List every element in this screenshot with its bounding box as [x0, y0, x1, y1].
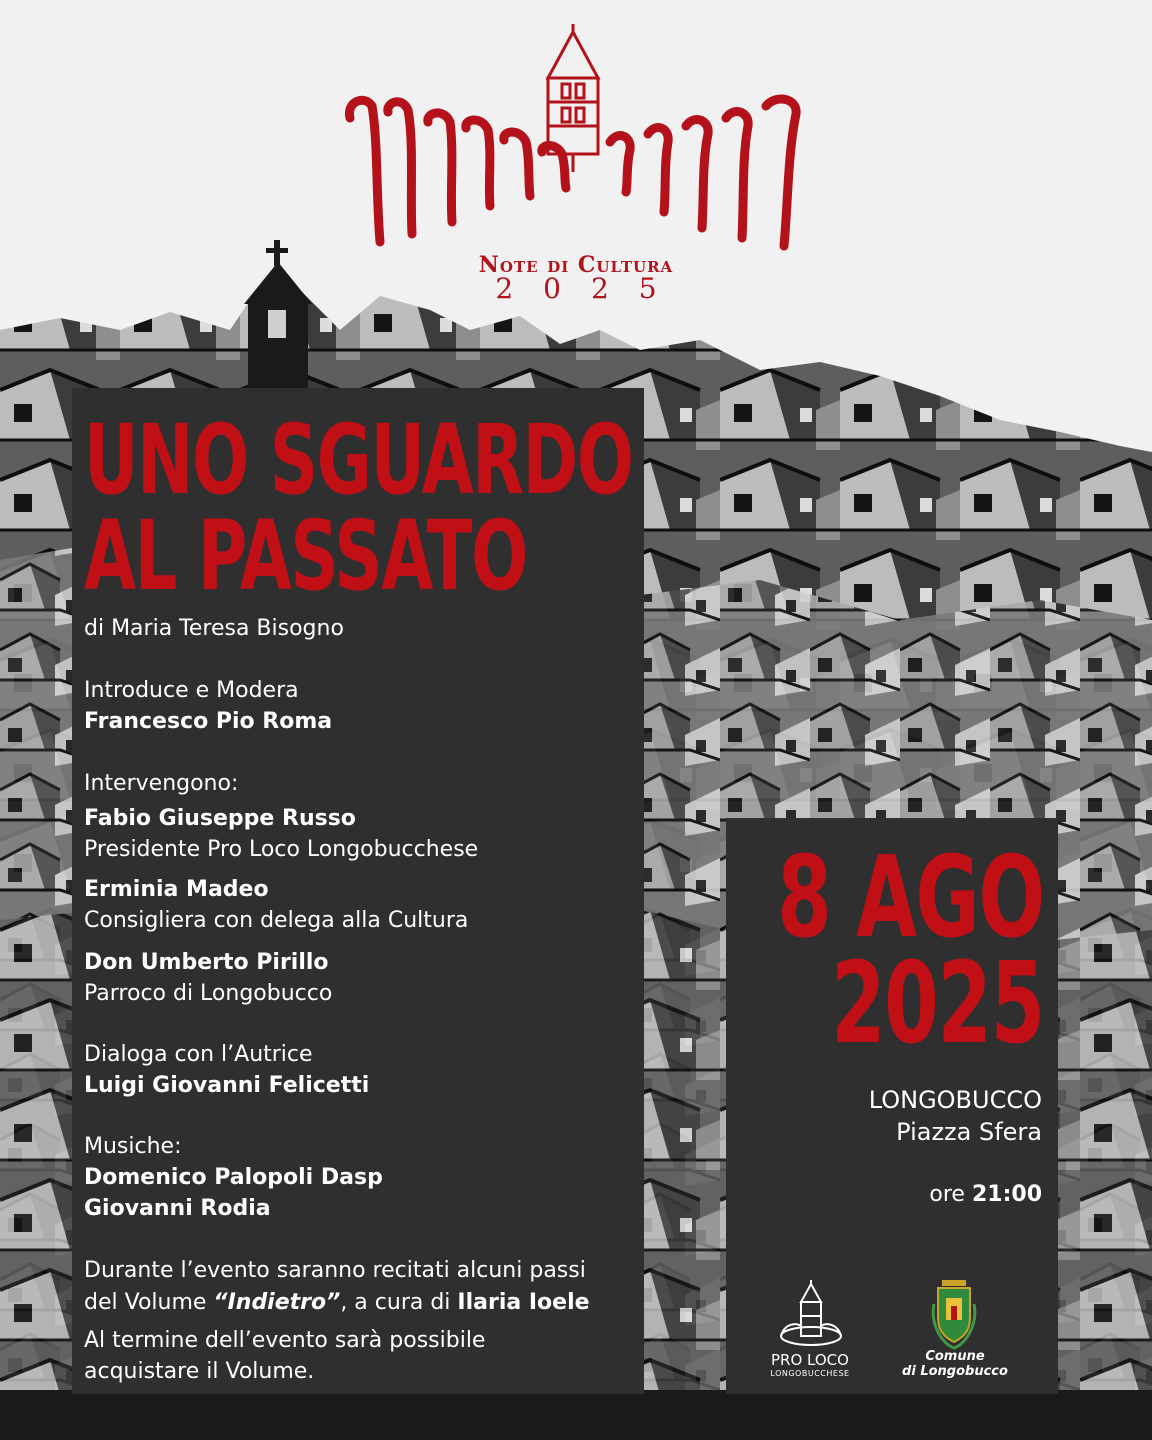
speaker-name: Don Umberto Pirillo — [84, 950, 329, 975]
comune-crest-icon — [928, 1274, 980, 1350]
reading-text: Durante l’evento saranno recitati alcuni passi — [84, 1258, 586, 1283]
pro-loco-subtitle: LONGOBUCCHESE — [770, 1369, 850, 1378]
event-venue: Piazza Sfera — [896, 1118, 1042, 1146]
musician-name: Giovanni Rodia — [84, 1196, 271, 1221]
event-time — [929, 1182, 1042, 1208]
dialogue-name: Luigi Giovanni Felicetti — [84, 1073, 370, 1098]
purchase-note-line-1: Al termine dell’evento sarà possibile — [84, 1328, 486, 1353]
time-value: 21:00 — [971, 1182, 1042, 1207]
event-date: 8 AGO — [777, 833, 1044, 963]
speakers-label: Intervengono: — [84, 771, 239, 796]
event-year: 2025 — [831, 939, 1044, 1069]
reading-curator: Ilaria Ioele — [457, 1290, 590, 1315]
event-town: LONGOBUCCO — [868, 1086, 1042, 1114]
comune-name: Comune — [925, 1349, 985, 1364]
music-label: Musiche: — [84, 1134, 182, 1159]
event-title-line-1: UNO SGUARDO — [84, 404, 633, 516]
author-line: di Maria Teresa Bisogno — [84, 616, 344, 641]
speaker-name: Erminia Madeo — [84, 877, 269, 902]
time-prefix: ore — [929, 1182, 965, 1207]
event-title-line-2: AL PASSATO — [84, 500, 527, 612]
series-year: 2025 — [495, 272, 687, 305]
purchase-note-line-2: acquistare il Volume. — [84, 1359, 315, 1384]
series-name: Note di Cultura — [478, 252, 674, 278]
reading-prefix: del Volume — [84, 1290, 214, 1315]
musician-name: Domenico Palopoli Dasp — [84, 1165, 383, 1190]
speaker-role: Presidente Pro Loco Longobucchese — [84, 837, 479, 862]
speaker-role: Consigliera con delega alla Cultura — [84, 908, 469, 933]
speaker-role: Parroco di Longobucco — [84, 981, 333, 1006]
pro-loco-name: PRO LOCO — [771, 1351, 849, 1369]
reading-mid: , a cura di — [340, 1290, 458, 1315]
moderator-name: Francesco Pio Roma — [84, 709, 333, 734]
note-di-cultura-logo — [336, 22, 816, 252]
reading-credit — [84, 1290, 590, 1316]
pro-loco-logo-icon — [776, 1280, 846, 1350]
speaker-name: Fabio Giuseppe Russo — [84, 806, 356, 831]
dialogue-label: Dialoga con l’Autrice — [84, 1042, 313, 1067]
moderator-label: Introduce e Modera — [84, 678, 299, 703]
reading-book-title: “Indietro” — [213, 1290, 341, 1315]
comune-subtitle: di Longobucco — [902, 1364, 1008, 1379]
